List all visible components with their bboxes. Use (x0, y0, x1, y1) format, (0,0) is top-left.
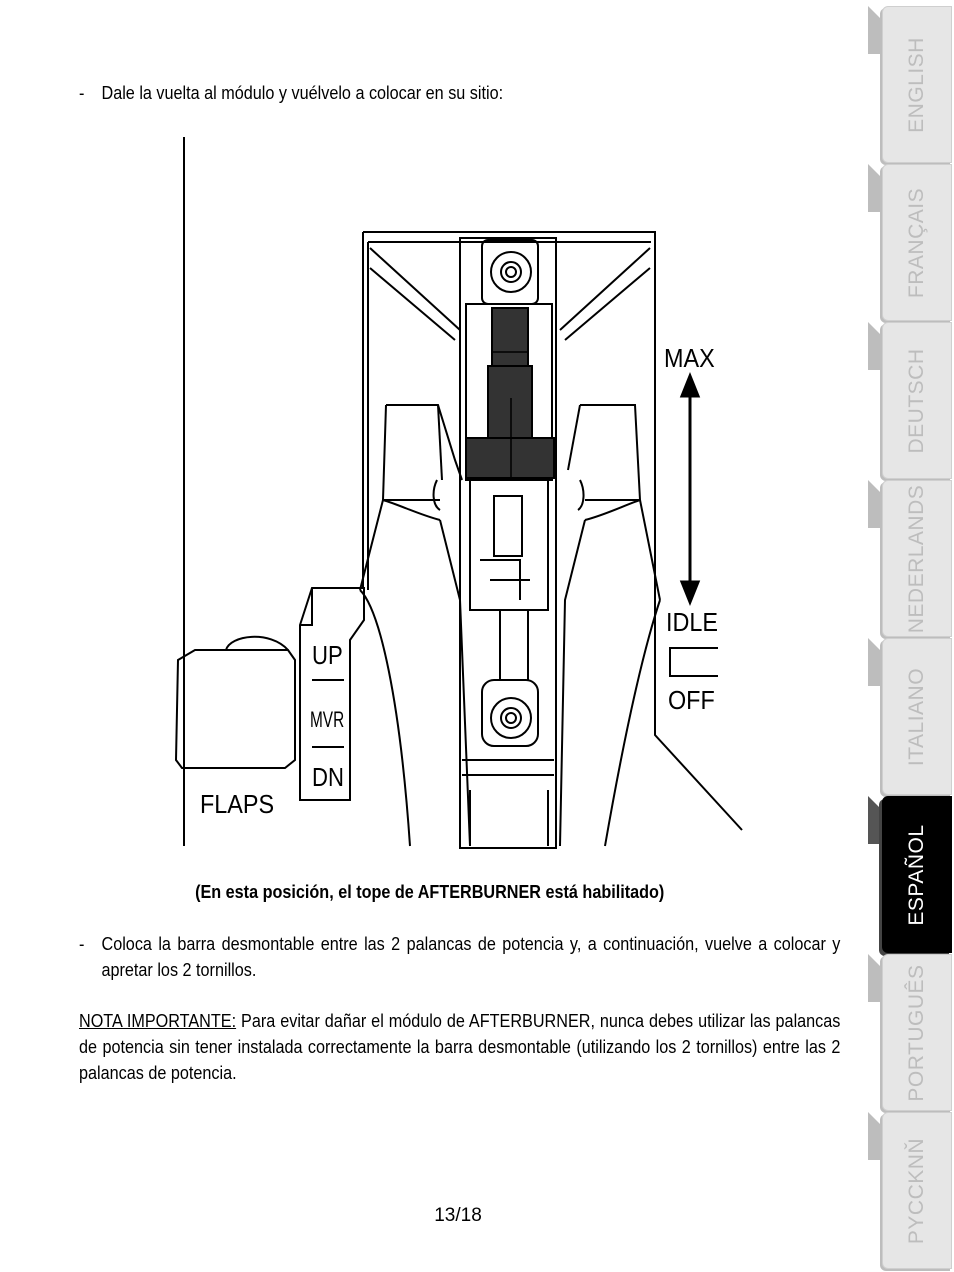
tab-label: ESPAÑOL (905, 823, 928, 926)
off-label: OFF (668, 686, 715, 716)
tab-deutsch[interactable] (882, 322, 952, 479)
language-tabs (868, 0, 954, 1272)
instruction-flip-module (79, 80, 835, 106)
tab-italiano[interactable] (882, 638, 952, 795)
tab-label: NEDERLANDS (905, 484, 928, 633)
tab-nederlands[interactable] (882, 480, 952, 637)
instruction-install-bar (79, 931, 840, 983)
tab-label: ENGLISH (905, 36, 928, 133)
tab-espanol[interactable] (882, 796, 952, 953)
tab-russian[interactable] (882, 1112, 952, 1269)
note-label: NOTA IMPORTANTE: (79, 1011, 237, 1031)
flaps-up-label: UP (312, 641, 343, 671)
max-label: MAX (664, 344, 715, 374)
tab-english[interactable] (882, 6, 952, 163)
page-number: 13/18 (434, 1205, 482, 1226)
flaps-dn-label: DN (312, 763, 344, 793)
flaps-label: FLAPS (200, 790, 275, 820)
idle-label: IDLE (666, 608, 719, 638)
bullet-dash: - (79, 83, 85, 103)
throttle-module-illustration (170, 130, 760, 850)
tab-label: FRANÇAIS (905, 187, 928, 298)
tab-label: ITALIANO (905, 667, 928, 766)
bullet-dash: - (79, 934, 85, 954)
tab-label: PYCCKNŇ (905, 1137, 928, 1244)
tab-label: DEUTSCH (905, 347, 928, 454)
instruction-text: Dale la vuelta al módulo y vuélvelo a colocar en su sitio: (101, 83, 504, 103)
instruction-text: Coloca la barra desmontable entre las 2 palancas de potencia y, a continuación, vuelve a colocar y apretar los 2 tornillos. (101, 934, 841, 980)
note-text: Para evitar dañar el módulo de AFTERBURNER, nunca debes utilizar las palancas de potencia sin tener instalada correctamente la barra desmontable (utilizando los 2 tornillos) entre las 2 palancas de potencia. (79, 1011, 841, 1083)
important-note (79, 1008, 840, 1086)
tab-label: PORTUGUÊS (905, 963, 928, 1102)
figure-caption (0, 879, 860, 905)
tab-portugues[interactable] (882, 954, 952, 1111)
flaps-mvr-label: MVR (310, 708, 345, 733)
tab-francais[interactable] (882, 164, 952, 321)
caption-text: (En esta posición, el tope de AFTERBURNER está habilitado) (195, 882, 665, 902)
